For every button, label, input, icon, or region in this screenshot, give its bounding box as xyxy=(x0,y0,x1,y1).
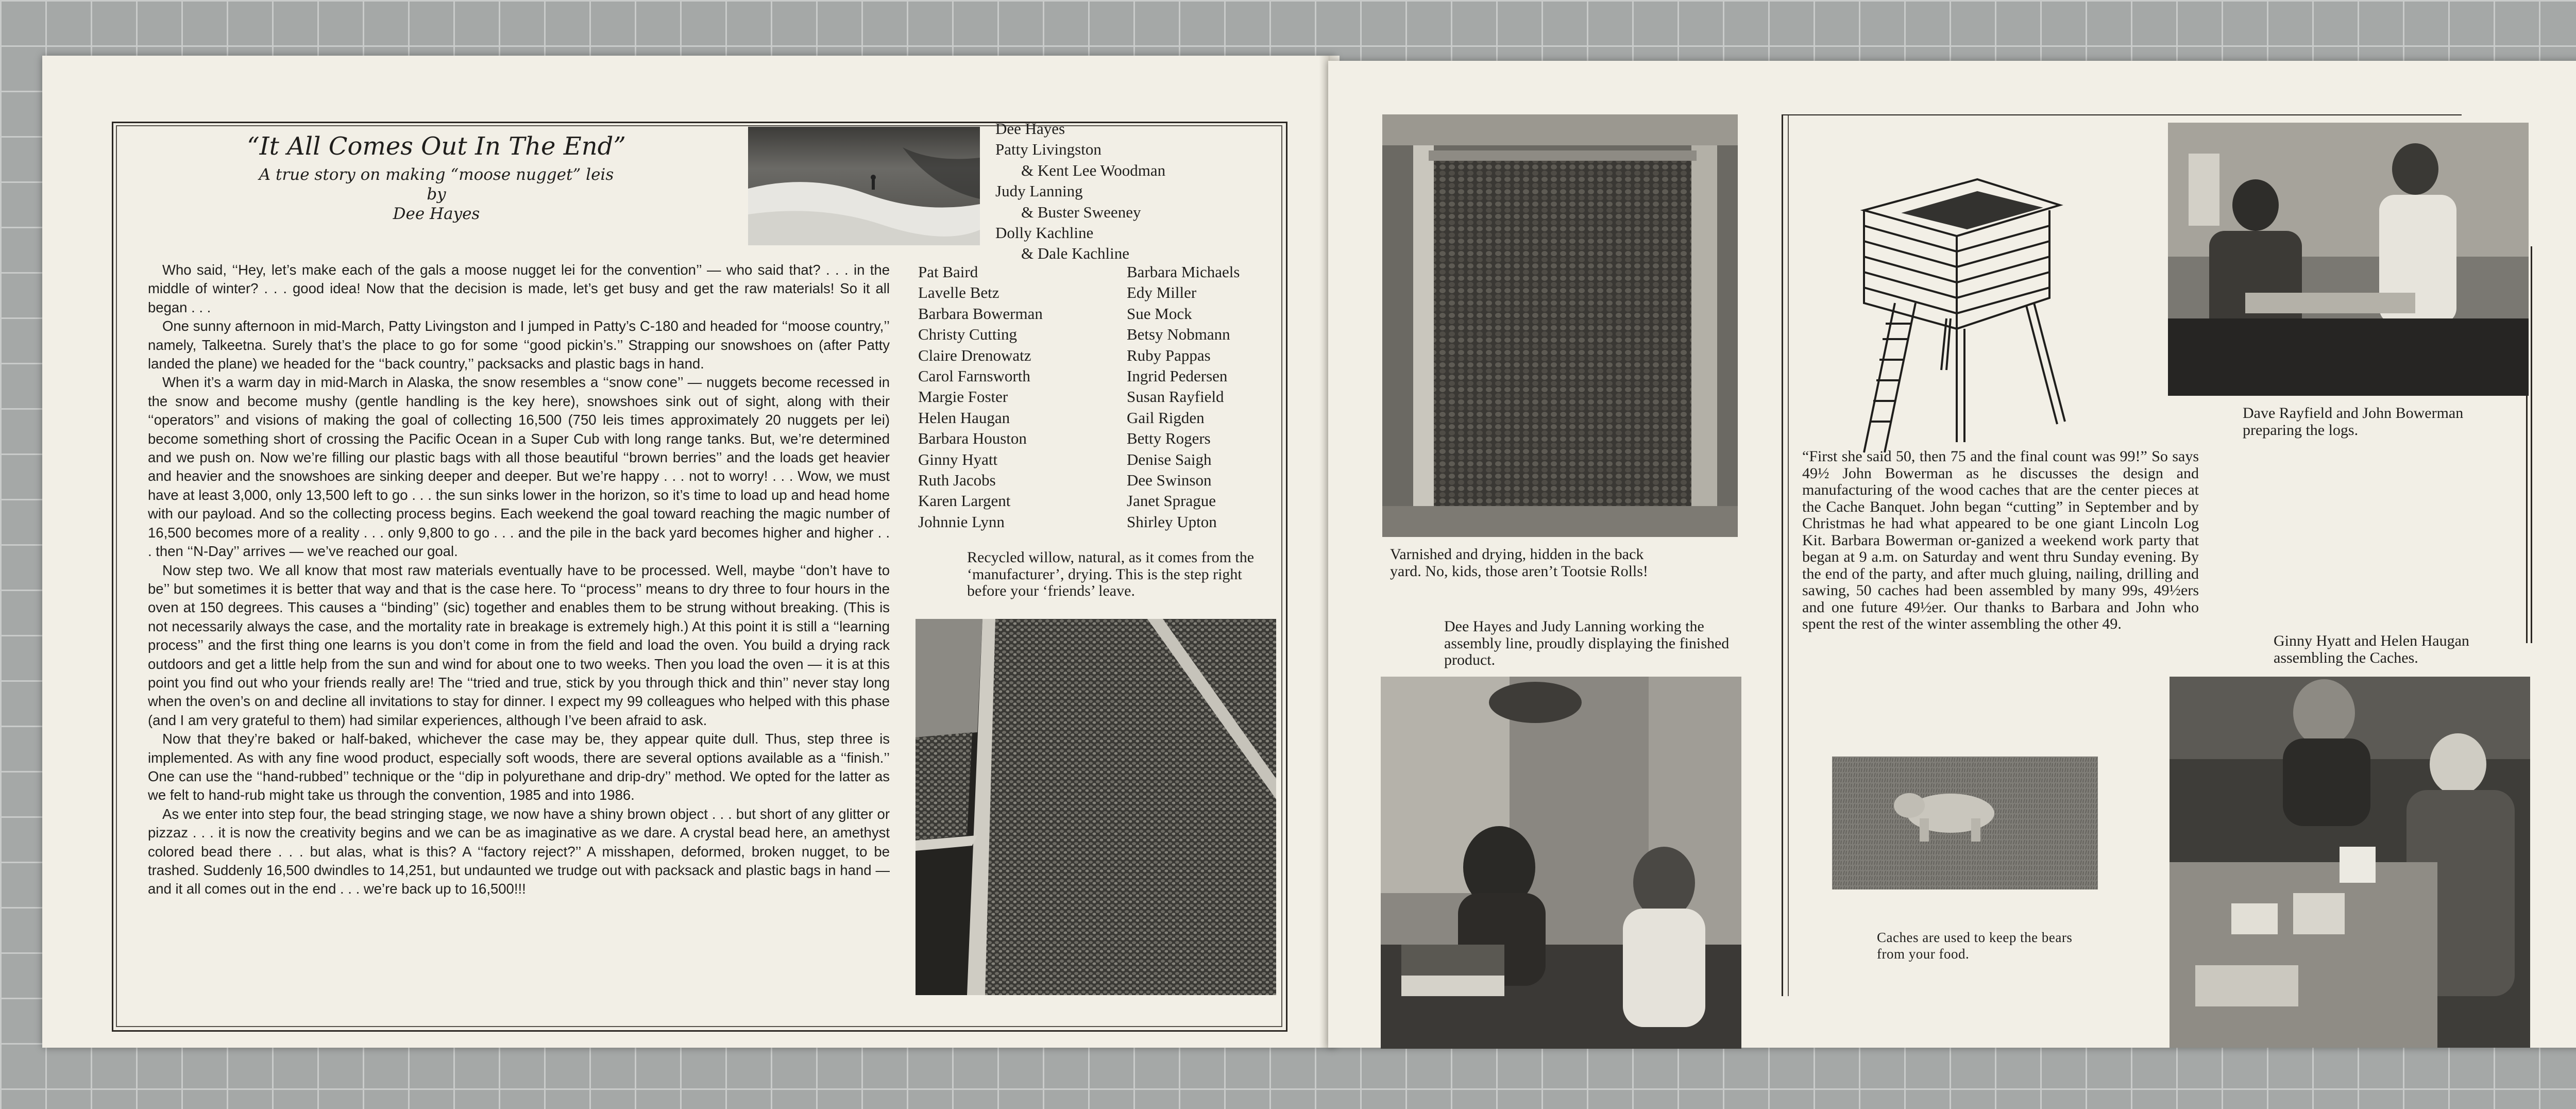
helper-name: Barbara Bowerman xyxy=(918,304,1043,323)
article-title: “It All Comes Out In The End” xyxy=(247,132,626,161)
article-paragraph: As we enter into step four, the bead stringing stage, we now have a shiny brown object . . . but short of any glitter or pizzaz . . . it is now the creativity begins and we can be as imaginative as we dare. A crystal bead here, an amethyst colored bead there . . . but alas, what is this? A ‘‘factory reject?’’ A misshapen, deformed, broken nugget, to be trashed. Suddenly 16,500 dwindles to 14,251, but undaunted we trudge out with packsack and plastic bags in hand — and it all comes out in the end . . . we’re back up to 16,500!!! xyxy=(148,805,890,897)
varnished-nuggets-photo xyxy=(1382,114,1738,537)
assembling-caches-photo xyxy=(2170,677,2530,1048)
preparing-logs-photo xyxy=(2168,123,2529,396)
article-paragraph: Who said, ‘‘Hey, let’s make each of the gals a moose nugget lei for the convention’’ — who said that? . . . in the middle of winter? . . . good idea! Now that the decision is made, let’s get busy and get the raw materials! So it all began . . . xyxy=(148,262,890,315)
helper-name: Denise Saigh xyxy=(1127,450,1212,468)
helpers-list-top xyxy=(995,119,1165,264)
cache-illustration xyxy=(1823,133,2091,494)
article-paragraph: When it’s a warm day in mid-March in Alaska, the snow resembles a ‘‘snow cone’’ — nuggets become recessed in the snow and become mushy (gentle handling is the key here), snowshoes sink out of sight, along with their ‘‘operators’’ and visions of making the goal of collecting 16,500 (750 leis times approximately 20 nuggets per lei) become something short of crossing the Pacific Ocean in a Super Cub with long range tanks. But, we’re determined and we push on. Now we’re filling our plastic bags with all those beautiful ‘‘brown berries’’ and the loads get heavier and heavier and the snowshoes are sinking deeper and deeper. But we’re happy . . . not to worry! . . . Wow, we must have at least 3,000, only 13,500 left to go . . . the sun sinks lower in the horizon, so it’s time to load up and head home with our payload. And so the collecting process begins. Each weekend the goal toward reaching the magic number of 16,500 becomes more of a reality . . . only 9,800 to go . . . and the pile in the back yard becomes higher and higher . . . then ‘‘N-Day’’ arrives — we’ve reached our goal. xyxy=(148,374,890,560)
article-subtitle: A true story on making “moose nugget” leis xyxy=(259,165,614,184)
helper-name: Johnnie Lynn xyxy=(918,512,1005,531)
left-page xyxy=(42,56,1335,1048)
caption-preparing-logs: Dave Rayfield and John Bowerman preparing the logs. xyxy=(2243,405,2464,439)
assembly-line-photo xyxy=(1381,677,1741,1049)
helper-name: Barbara Houston xyxy=(918,429,1027,448)
helper-name: Dolly Kachline xyxy=(995,224,1094,242)
helper-name: Ginny Hyatt xyxy=(918,450,998,468)
helper-name: Barbara Michaels xyxy=(1127,263,1240,281)
snow-field-photo xyxy=(748,127,980,245)
helper-name: Pat Baird xyxy=(918,263,978,281)
caption-ginny-helen: Ginny Hyatt and Helen Haugan assembling the Caches. xyxy=(2274,632,2469,666)
article-byline: by xyxy=(427,185,446,204)
right-page-top-rule xyxy=(1782,114,2462,116)
helper-name: Shirley Upton xyxy=(1127,512,1217,531)
helper-name: Claire Drenowatz xyxy=(918,346,1031,364)
helper-name: Karen Largent xyxy=(918,492,1011,510)
helper-name: Margie Foster xyxy=(918,388,1008,406)
article-author: Dee Hayes xyxy=(393,205,480,223)
article-paragraph: Now step two. We all know that most raw materials eventually have to be processed. Well, maybe ‘‘don’t have to be’’ but sometimes it is better that way and that is the case here. To ‘‘process’’ means to dry three to four hours in the oven at 150 degrees. This causes a ‘‘binding’’ (sic) together and enables them to be strung without breaking. (This is not necessarily always the case, and the mortality rate in breakage is extremely high.) At this point it is still a ‘‘learning process’’ and the first thing one learns is you don’t come in from the field and load the oven. You build a drying rack outdoors and get a little help from the sun and wind for about one to two weeks. Then you load the oven — it is at this point you find out who your friends really are! The ‘‘tried and true, stick by you through thick and thin’’ never stay long when the oven’s on and decline all invitations to stay for dinner. I expect my 99 colleagues who helped with this phase (and I am very grateful to them) had similar experiences, although I’ve been afraid to ask. xyxy=(148,562,890,728)
caption-bears: Caches are used to keep the bears from your food. xyxy=(1877,930,2073,962)
helpers-list-column-2 xyxy=(1127,262,1240,532)
right-page xyxy=(1328,61,2576,1048)
article-paragraph: One sunny afternoon in mid-March, Patty Livingston and I jumped in Patty’s C-180 and headed for ‘‘moose country,’’ namely, Talkeetna. Surely that’s the place to go for some ‘‘good pickin’s.’’ Strapping our snowshoes on (after Patty landed the plane) we headed for the ‘‘back country,’’ packsacks and plastic bags in hand. xyxy=(148,318,890,372)
helpers-list-column-1 xyxy=(918,262,1043,532)
helper-name: Helen Haugan xyxy=(918,408,1010,427)
caption-assembly-line: Dee Hayes and Judy Lanning working the assembly line, proudly displaying the finished product. xyxy=(1444,618,1730,668)
helper-name: Christy Cutting xyxy=(918,325,1018,344)
helper-name: Dee Hayes xyxy=(995,120,1065,138)
helper-name: Carol Farnsworth xyxy=(918,367,1030,385)
helper-name: Janet Sprague xyxy=(1127,492,1216,510)
helper-name: Dee Swinson xyxy=(1127,471,1212,490)
caches-story-text: “First she said 50, then 75 and the final count was 99!” So says 49½ John Bowerman as he discusses the design and manufacturing of the wood caches that are the center pieces at the Cache Banquet. John began “cutting” in September and by Christmas he had what appeared to be one giant Lincoln Log Kit. Barbara Bowerman or-ganized a weekend work party that began at 9 a.m. on Saturday and went thru Sunday evening. By the end of the party, and after much gluing, nailing, drilling and sawing, 50 caches had been assembled by many 99s, 49½ers and one future 49½er. Our thanks to Barbara and John who spent the rest of the winter assembling the other 49. xyxy=(1802,448,2199,632)
helper-name: Patty Livingston xyxy=(995,140,1101,159)
article-body xyxy=(148,261,890,899)
helper-name: Ruby Pappas xyxy=(1127,346,1211,364)
helper-name: Betsy Nobmann xyxy=(1127,325,1230,344)
helper-name: Ruth Jacobs xyxy=(918,471,996,490)
helper-name: Judy Lanning xyxy=(995,182,1083,200)
bear-photo xyxy=(1832,757,2098,889)
caption-varnished: Varnished and drying, hidden in the back yard. No, kids, those aren’t Tootsie Rolls! xyxy=(1390,546,1648,580)
caption-recycled-willow: Recycled willow, natural, as it comes from the ‘manufacturer’, drying. This is the step right before your ‘friends’ leave. xyxy=(967,549,1255,599)
helper-name: & Kent Lee Woodman xyxy=(1021,161,1166,179)
drying-rack-photo xyxy=(916,619,1276,995)
helper-name: Ingrid Pedersen xyxy=(1127,367,1228,385)
article-paragraph: Now that they’re baked or half-baked, whichever the case may be, they appear quite dull. Thus, step three is implemented. As with any fine wood product, especially soft woods, there are several options available as a ‘‘finish.’’ One can use the ‘‘hand-rubbed’’ technique or the ‘‘dip in polyurethane and drip-dry’’ method. We opted for the latter as we felt to hand-rub might take us through the convention, 1985 and into 1986. xyxy=(148,731,890,803)
helper-name: Sue Mock xyxy=(1127,304,1192,323)
helper-name: Susan Rayfield xyxy=(1127,388,1224,406)
helper-name: Edy Miller xyxy=(1127,283,1197,302)
helper-name: & Buster Sweeney xyxy=(1021,203,1141,221)
helper-name: Betty Rogers xyxy=(1127,429,1211,448)
helper-name: & Dale Kachline xyxy=(1021,244,1130,263)
helper-name: Lavelle Betz xyxy=(918,283,999,302)
helper-name: Gail Rigden xyxy=(1127,408,1205,427)
